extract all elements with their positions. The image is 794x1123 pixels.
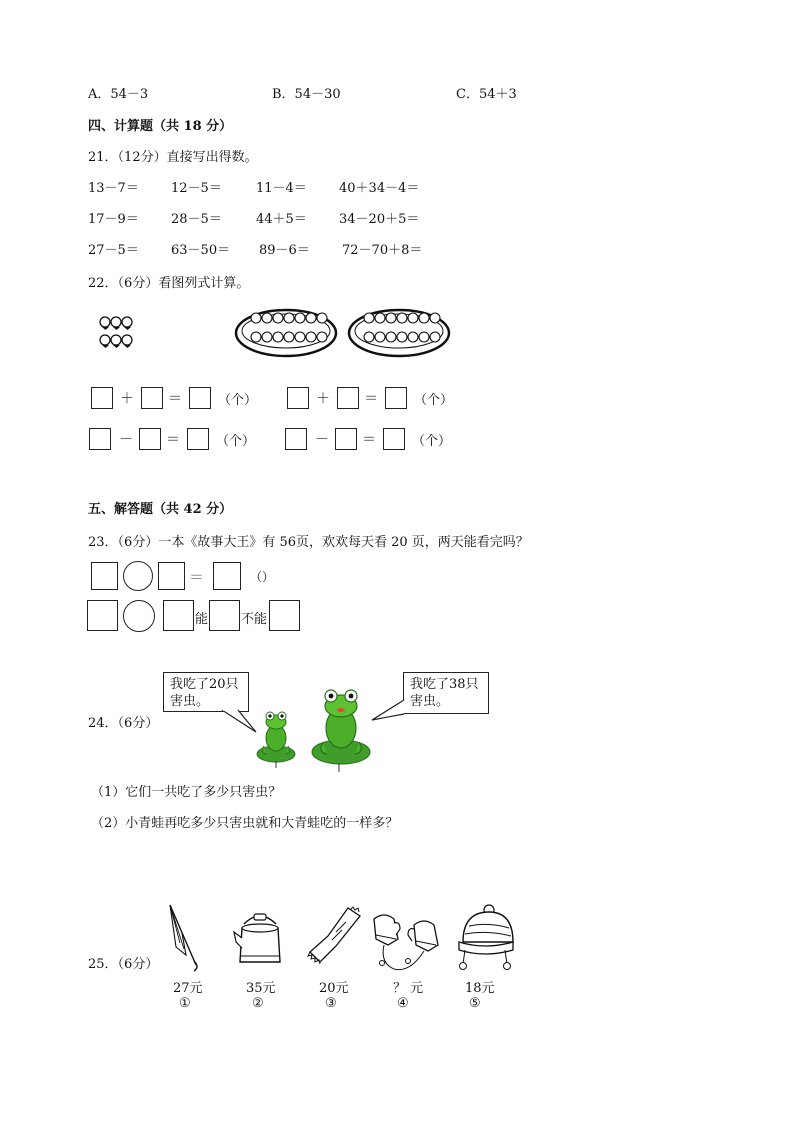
item-number: ⑤ <box>469 996 481 1011</box>
equals-sign: ＝ <box>362 432 376 448</box>
q21-label: 21．（12分）直接写出得数。 <box>88 150 258 165</box>
answer-box[interactable] <box>385 387 407 409</box>
unit-label: （个） <box>412 434 452 449</box>
calc-item: 13－7＝ <box>88 181 139 196</box>
item-price: ？ 元 <box>393 981 424 996</box>
calc-item: 72－70＋8＝ <box>342 243 423 258</box>
can-label: 能 <box>195 612 209 627</box>
bubble-line: 我吃了38只 <box>410 677 479 692</box>
calc-item: 89－6＝ <box>259 243 310 258</box>
option-b: B．54－30 <box>272 87 341 102</box>
bubble-line: 害虫。 <box>170 694 210 709</box>
peaches-loose-icon <box>98 312 142 352</box>
item-price: 18元 <box>465 981 495 996</box>
q24-sub2: （2）小青蛙再吃多少只害虫就和大青蛙吃的一样多？ <box>91 816 399 831</box>
calc-item: 63－50＝ <box>171 243 231 258</box>
calc-item: 17－9＝ <box>88 212 139 227</box>
option-c: C．54＋3 <box>456 87 517 102</box>
answer-box[interactable] <box>158 562 185 590</box>
calc-item: 28－5＝ <box>171 212 222 227</box>
item-price: 35元 <box>246 981 276 996</box>
minus-sign: － <box>315 432 329 448</box>
answer-box[interactable] <box>213 562 241 590</box>
answer-box[interactable] <box>285 428 307 450</box>
equals-sign: ＝ <box>364 391 378 407</box>
kettle-icon <box>234 908 286 966</box>
speech-bubble-big-frog <box>403 672 489 714</box>
answer-box[interactable] <box>187 428 209 450</box>
bubble-line: 我吃了20只 <box>170 677 239 692</box>
answer-box[interactable] <box>91 562 118 590</box>
section-4-title: 四、计算题（共 18 分） <box>88 119 233 134</box>
answer-box[interactable] <box>209 600 240 631</box>
q22-label: 22．（6分）看图列式计算。 <box>88 276 250 291</box>
calc-item: 27－5＝ <box>88 243 139 258</box>
answer-box[interactable] <box>141 387 163 409</box>
unit-label: （个） <box>216 434 256 449</box>
hat-icon <box>455 904 515 974</box>
answer-box[interactable] <box>337 387 359 409</box>
answer-box[interactable] <box>189 387 211 409</box>
answer-box[interactable] <box>163 600 194 631</box>
answer-box[interactable] <box>335 428 357 450</box>
item-number: ① <box>179 996 191 1011</box>
calc-item: 44＋5＝ <box>256 212 307 227</box>
big-frog-icon <box>311 684 371 772</box>
plus-sign: ＋ <box>316 391 330 407</box>
operator-circle[interactable] <box>123 600 155 632</box>
q24-label: 24．（6分） <box>88 716 159 731</box>
item-number: ③ <box>325 996 337 1011</box>
paren-blank: （） <box>250 570 275 584</box>
answer-box[interactable] <box>139 428 161 450</box>
plate-peaches-right-icon <box>347 304 451 358</box>
bubble-line: 害虫。 <box>410 694 450 709</box>
equals-sign: ＝ <box>168 391 182 407</box>
item-number: ② <box>252 996 264 1011</box>
calc-item: 11－4＝ <box>256 181 307 196</box>
option-a: A．54－3 <box>88 87 149 102</box>
cannot-label: 不能 <box>241 612 268 627</box>
calc-item: 34－20＋5＝ <box>339 212 420 227</box>
section-5-title: 五、解答题（共 42 分） <box>88 502 233 517</box>
item-price: 20元 <box>319 981 349 996</box>
bubble-tail-icon <box>222 710 258 734</box>
mittens-icon <box>368 913 442 975</box>
unit-label: （个） <box>218 393 258 408</box>
answer-box[interactable] <box>269 600 300 631</box>
minus-sign: － <box>119 432 133 448</box>
plate-peaches-left-icon <box>234 304 338 358</box>
small-frog-icon <box>256 708 296 768</box>
q24-sub1: （1）它们一共吃了多少只害虫？ <box>91 785 282 800</box>
answer-box[interactable] <box>383 428 405 450</box>
unit-label: （个） <box>414 393 454 408</box>
q23-label: 23．（6分）一本《故事大王》有 56页，欢欢每天看 20 页，两天能看完吗？ <box>88 535 529 550</box>
answer-box[interactable] <box>287 387 309 409</box>
item-price: 27元 <box>173 981 203 996</box>
operator-circle[interactable] <box>123 561 153 591</box>
scarf-icon <box>306 906 362 968</box>
speech-bubble-small-frog <box>163 672 249 712</box>
equals-sign: ＝ <box>189 568 205 586</box>
plus-sign: ＋ <box>120 391 134 407</box>
calc-item: 40＋34－4＝ <box>339 181 420 196</box>
equals-sign: ＝ <box>166 432 180 448</box>
q25-label: 25．（6分） <box>88 957 159 972</box>
bubble-tail-icon <box>372 700 406 722</box>
answer-box[interactable] <box>91 387 113 409</box>
umbrella-icon <box>166 903 200 973</box>
answer-box[interactable] <box>87 600 118 631</box>
answer-box[interactable] <box>89 428 111 450</box>
item-number: ④ <box>397 996 409 1011</box>
calc-item: 12－5＝ <box>171 181 222 196</box>
